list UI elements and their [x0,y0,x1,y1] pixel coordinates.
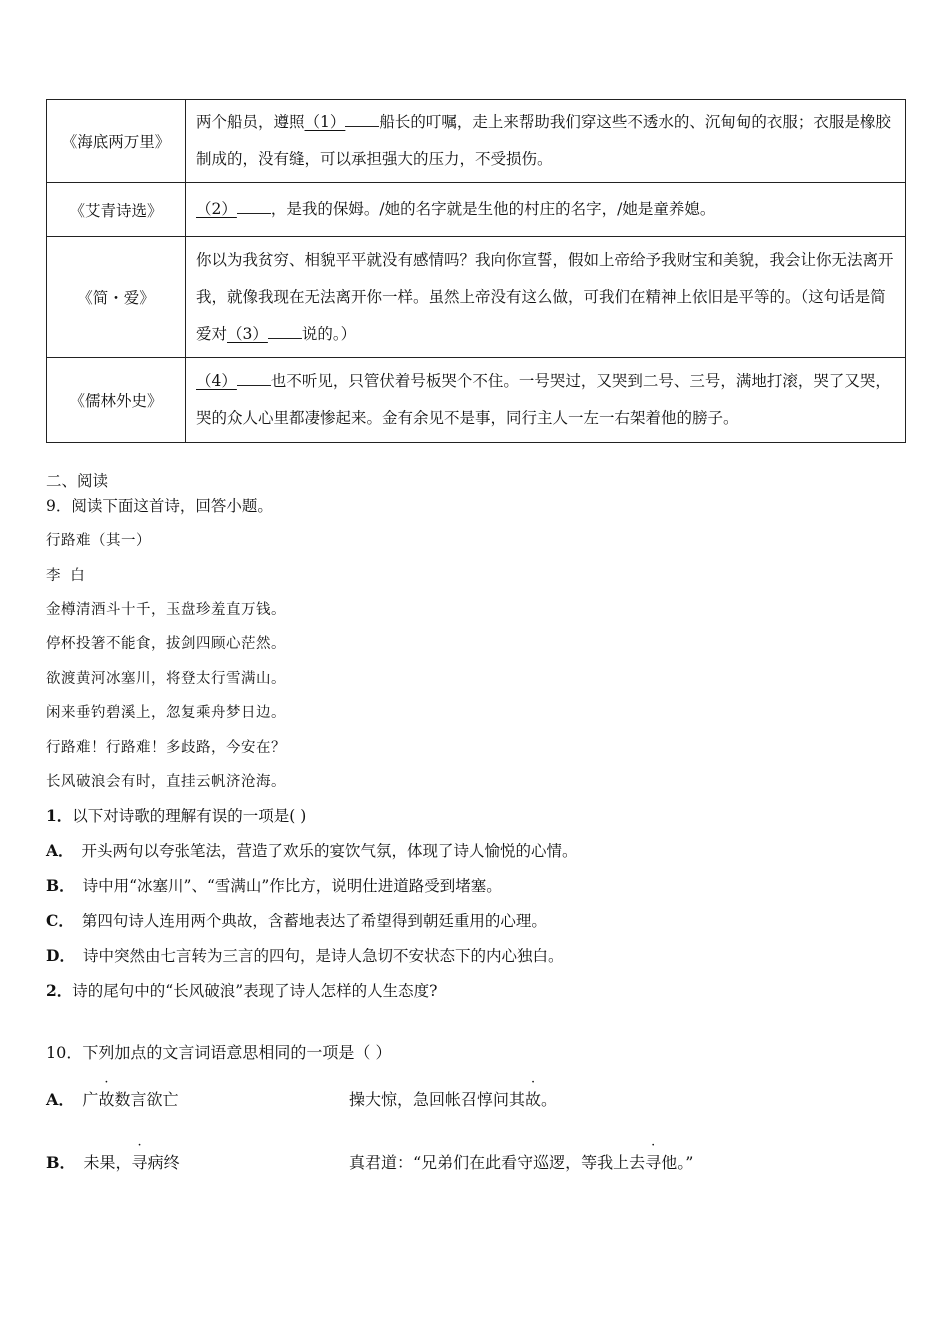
book-title-cell: 《艾青诗选》 [47,183,186,237]
blank-line [268,337,302,339]
excerpt-text-post: 也不听见，只管伏着号板哭个不住。一号哭过，又哭到二号、三号，满地打滚，哭了又哭，哭的众人心里都凄惨起来。金有余见不是事，同行主人一左一右架着他的膀子。 [196,372,891,427]
poem-author: 李 白 [46,568,86,584]
table-row [47,100,906,183]
poem-line: 欲渡黄河冰塞川，将登太行雪满山。 [46,671,286,687]
q10-option-a-left [46,1087,178,1110]
excerpt-cell [186,358,906,443]
question-text: 以下对诗歌的理解有误的一项是( ) [72,807,307,825]
poem-line: 行路难！行路难！多歧路，今安在？ [46,740,286,756]
excerpt-cell [186,100,906,183]
excerpt-cell [186,237,906,358]
fill-blank-1: （1） [304,113,346,131]
option-text: 开头两句以夸张笔法，营造了欢乐的宴饮气氛，体现了诗人愉悦的心情。 [81,842,578,860]
poem-title: 行路难（其一） [46,533,151,549]
phrase-text: 病终 [147,1153,180,1172]
excerpt-text-post: 说的。） [301,324,357,343]
option-label: A． [46,841,74,860]
excerpt-cell [186,183,906,237]
book-title-cell: 《海底两万里》 [47,100,186,183]
phrase-text: 他。” [661,1153,694,1172]
option-text: 第四句诗人连用两个典故，含蓄地表达了希望得到朝廷重用的心理。 [81,912,547,930]
option-b [46,874,502,896]
option-label: B． [46,1153,76,1172]
phrase-text: 数言欲亡 [114,1090,179,1109]
excerpt-text-pre: 两个船员，遵照 [196,113,305,131]
blank-line [237,212,271,214]
section-heading: 二、阅读 [46,472,109,490]
question-9-intro: 9．阅读下面这首诗，回答小题。 [46,497,273,515]
option-label: B． [46,876,75,895]
poem-line: 闲来垂钓碧溪上，忽复乘舟梦日边。 [46,705,286,721]
phrase-text: 广 [82,1090,99,1109]
option-label: C． [46,911,74,930]
option-label: D． [46,946,75,965]
dotted-word: 寻 [645,1153,662,1172]
option-a [46,839,578,861]
question-10: 10．下列加点的文言词语意思相同的一项是（ ） [46,1043,392,1062]
book-title-cell: 《儒林外史》 [47,358,186,443]
question-number: 2． [46,981,73,1000]
book-title-cell: 《简・爱》 [47,237,186,358]
dotted-word: 寻 [131,1153,148,1172]
phrase-text: 未果， [83,1153,132,1172]
question-2 [46,979,437,1001]
q10-option-b-left [46,1150,180,1173]
literature-table [46,99,906,443]
excerpt-text-post: ，是我的保姆。/她的名字就是生他的村庄的名字，/她是童养媳。 [270,200,716,218]
blank-line [345,125,379,127]
question-number: 1． [46,806,73,825]
option-text: 诗中用“冰塞川”、“雪满山”作比方，说明仕进道路受到堵塞。 [82,877,502,895]
option-c [46,909,547,931]
dotted-word: 故 [98,1090,115,1109]
excerpt-text-post: 船长的叮嘱，走上来帮助我们穿这些不透水的、沉甸甸的衣服；衣服是橡胶制成的，没有缝，可以承担强大的压力，不受损伤。 [196,113,891,168]
q10-option-a-right [349,1087,557,1110]
option-label: A． [46,1090,75,1109]
table-row [47,237,906,358]
fill-blank-4: （4） [196,372,237,390]
option-d [46,944,563,966]
fill-blank-3: （3） [227,324,268,343]
poem-line: 停杯投箸不能食，拔剑四顾心茫然。 [46,636,286,652]
poem-line: 金樽清酒斗十千，玉盘珍羞直万钱。 [46,602,286,618]
poem-line: 长风破浪会有时，直挂云帆济沧海。 [46,774,286,790]
phrase-text: 。 [541,1090,558,1109]
option-text: 诗中突然由七言转为三言的四句，是诗人急切不安状态下的内心独白。 [82,947,564,965]
blank-line [237,384,271,386]
dotted-word: 故 [525,1090,542,1109]
excerpt-text-pre: 你以为我贫穷、相貌平平就没有感情吗？我向你宣誓，假如上帝给予我财宝和美貌，我会让你无法离开我，就像我现在无法离开你一样。虽然上帝没有这么做，可我们在精神上依旧是平等的。（这句话是简爱对 [196,250,894,343]
phrase-text: 操大惊，急回帐召惇问其 [349,1090,526,1109]
table-row [47,358,906,443]
fill-blank-2: （2） [196,200,237,218]
question-1 [46,804,306,826]
q10-option-b-right [349,1150,693,1173]
table-row [47,183,906,237]
question-text: 诗的尾句中的“长风破浪”表现了诗人怎样的人生态度? [72,982,438,1000]
phrase-text: 真君道：“兄弟们在此看守巡逻，等我上去 [349,1153,646,1172]
